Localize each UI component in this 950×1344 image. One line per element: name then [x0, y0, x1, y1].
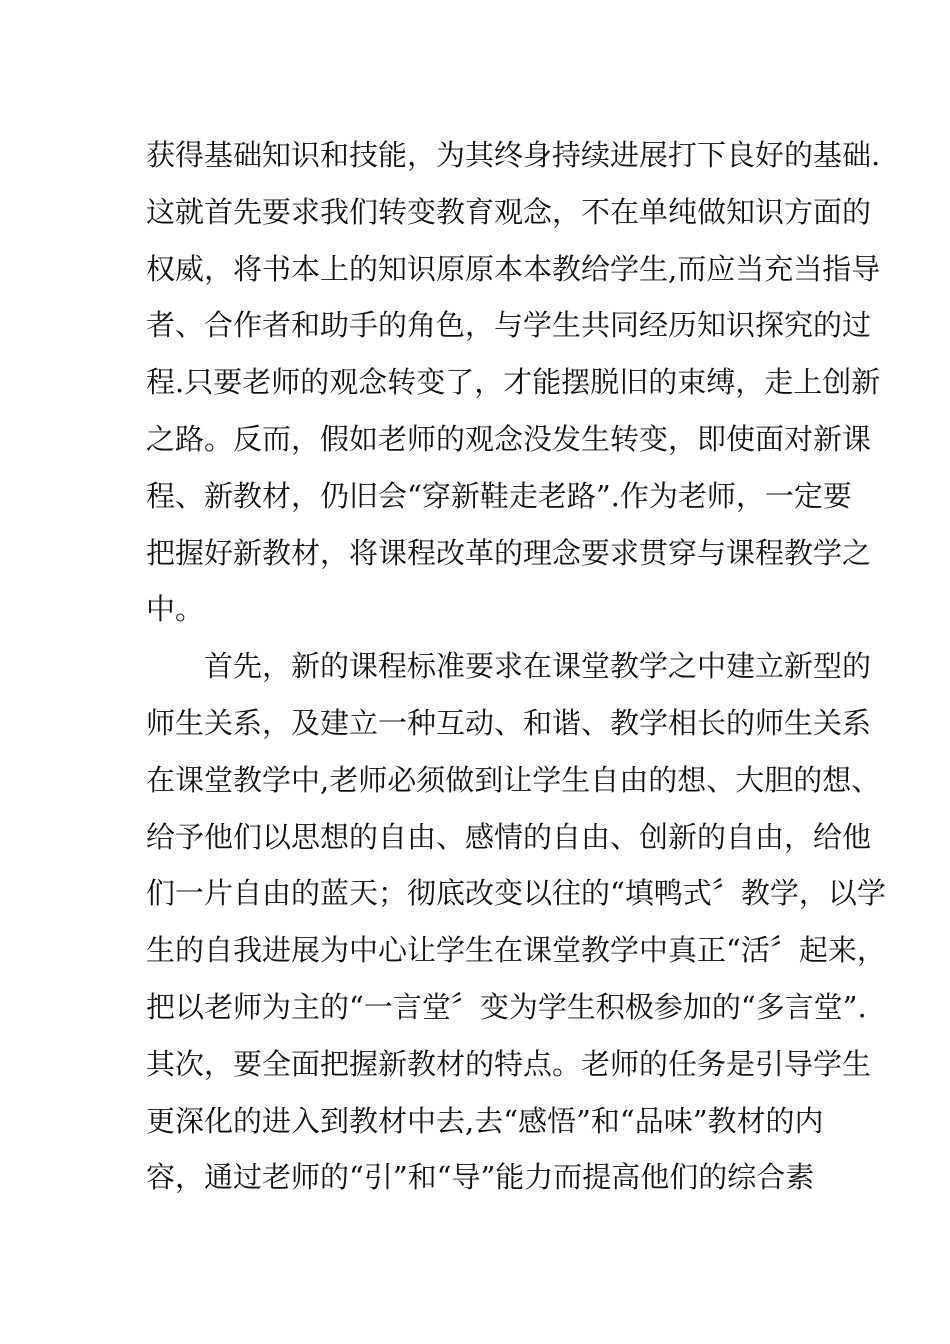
text-line: 者、合作者和助手的角色，与学生共同经历知识探究的过: [146, 308, 872, 343]
text-line: 权威，将书本上的知识原原本本教给学生,而应当充当指导: [146, 251, 881, 286]
body-text: [146, 127, 886, 1206]
text-line: 更深化的进入到教材中去,去“感悟”和“品味”教材的内: [146, 1103, 824, 1138]
text-line: 之路。反而，假如老师的观念没发生转变，即使面对新课: [146, 421, 872, 456]
text-line: 生的自我进展为中心让学生在课堂教学中真正“活〞起来，: [146, 933, 886, 968]
text-line: 在课堂教学中,老师必须做到让学生自由的想、大胆的想、: [146, 762, 881, 797]
text-line: 师生关系，及建立一种互动、和谐、教学相长的师生关系: [146, 705, 872, 740]
text-line: 们一片自由的蓝天；彻底改变以往的“填鸭式〞教学，以学: [146, 876, 886, 911]
text-line: 给予他们以思想的自由、感情的自由、创新的自由，给他: [146, 819, 872, 854]
text-line: 其次，要全面把握新教材的特点。老师的任务是引导学生: [146, 1046, 872, 1081]
text-line: 中。: [146, 592, 205, 627]
text-line: 获得基础知识和技能，为其终身持续进展打下良好的基础.: [146, 138, 881, 172]
text-line: 程、新教材，仍旧会“穿新鞋走老路”.作为老师，一定要: [146, 478, 852, 513]
text-line: 把握好新教材，将课程改革的理念要求贯穿与课程教学之: [146, 535, 872, 570]
text-line: 这就首先要求我们转变教育观念，不在单纯做知识方面的: [146, 194, 872, 229]
text-line: 程.只要老师的观念转变了，才能摆脱旧的束缚，走上创新: [146, 365, 881, 400]
text-line: 容，通过老师的“引”和“导”能力而提高他们的综合素: [146, 1160, 815, 1195]
paragraph-first-line: 首先，新的课程标准要求在课堂教学之中建立新型的: [204, 649, 872, 684]
text-line: 把以老师为主的“一言堂〞变为学生积极参加的“多言堂”.: [146, 989, 867, 1024]
